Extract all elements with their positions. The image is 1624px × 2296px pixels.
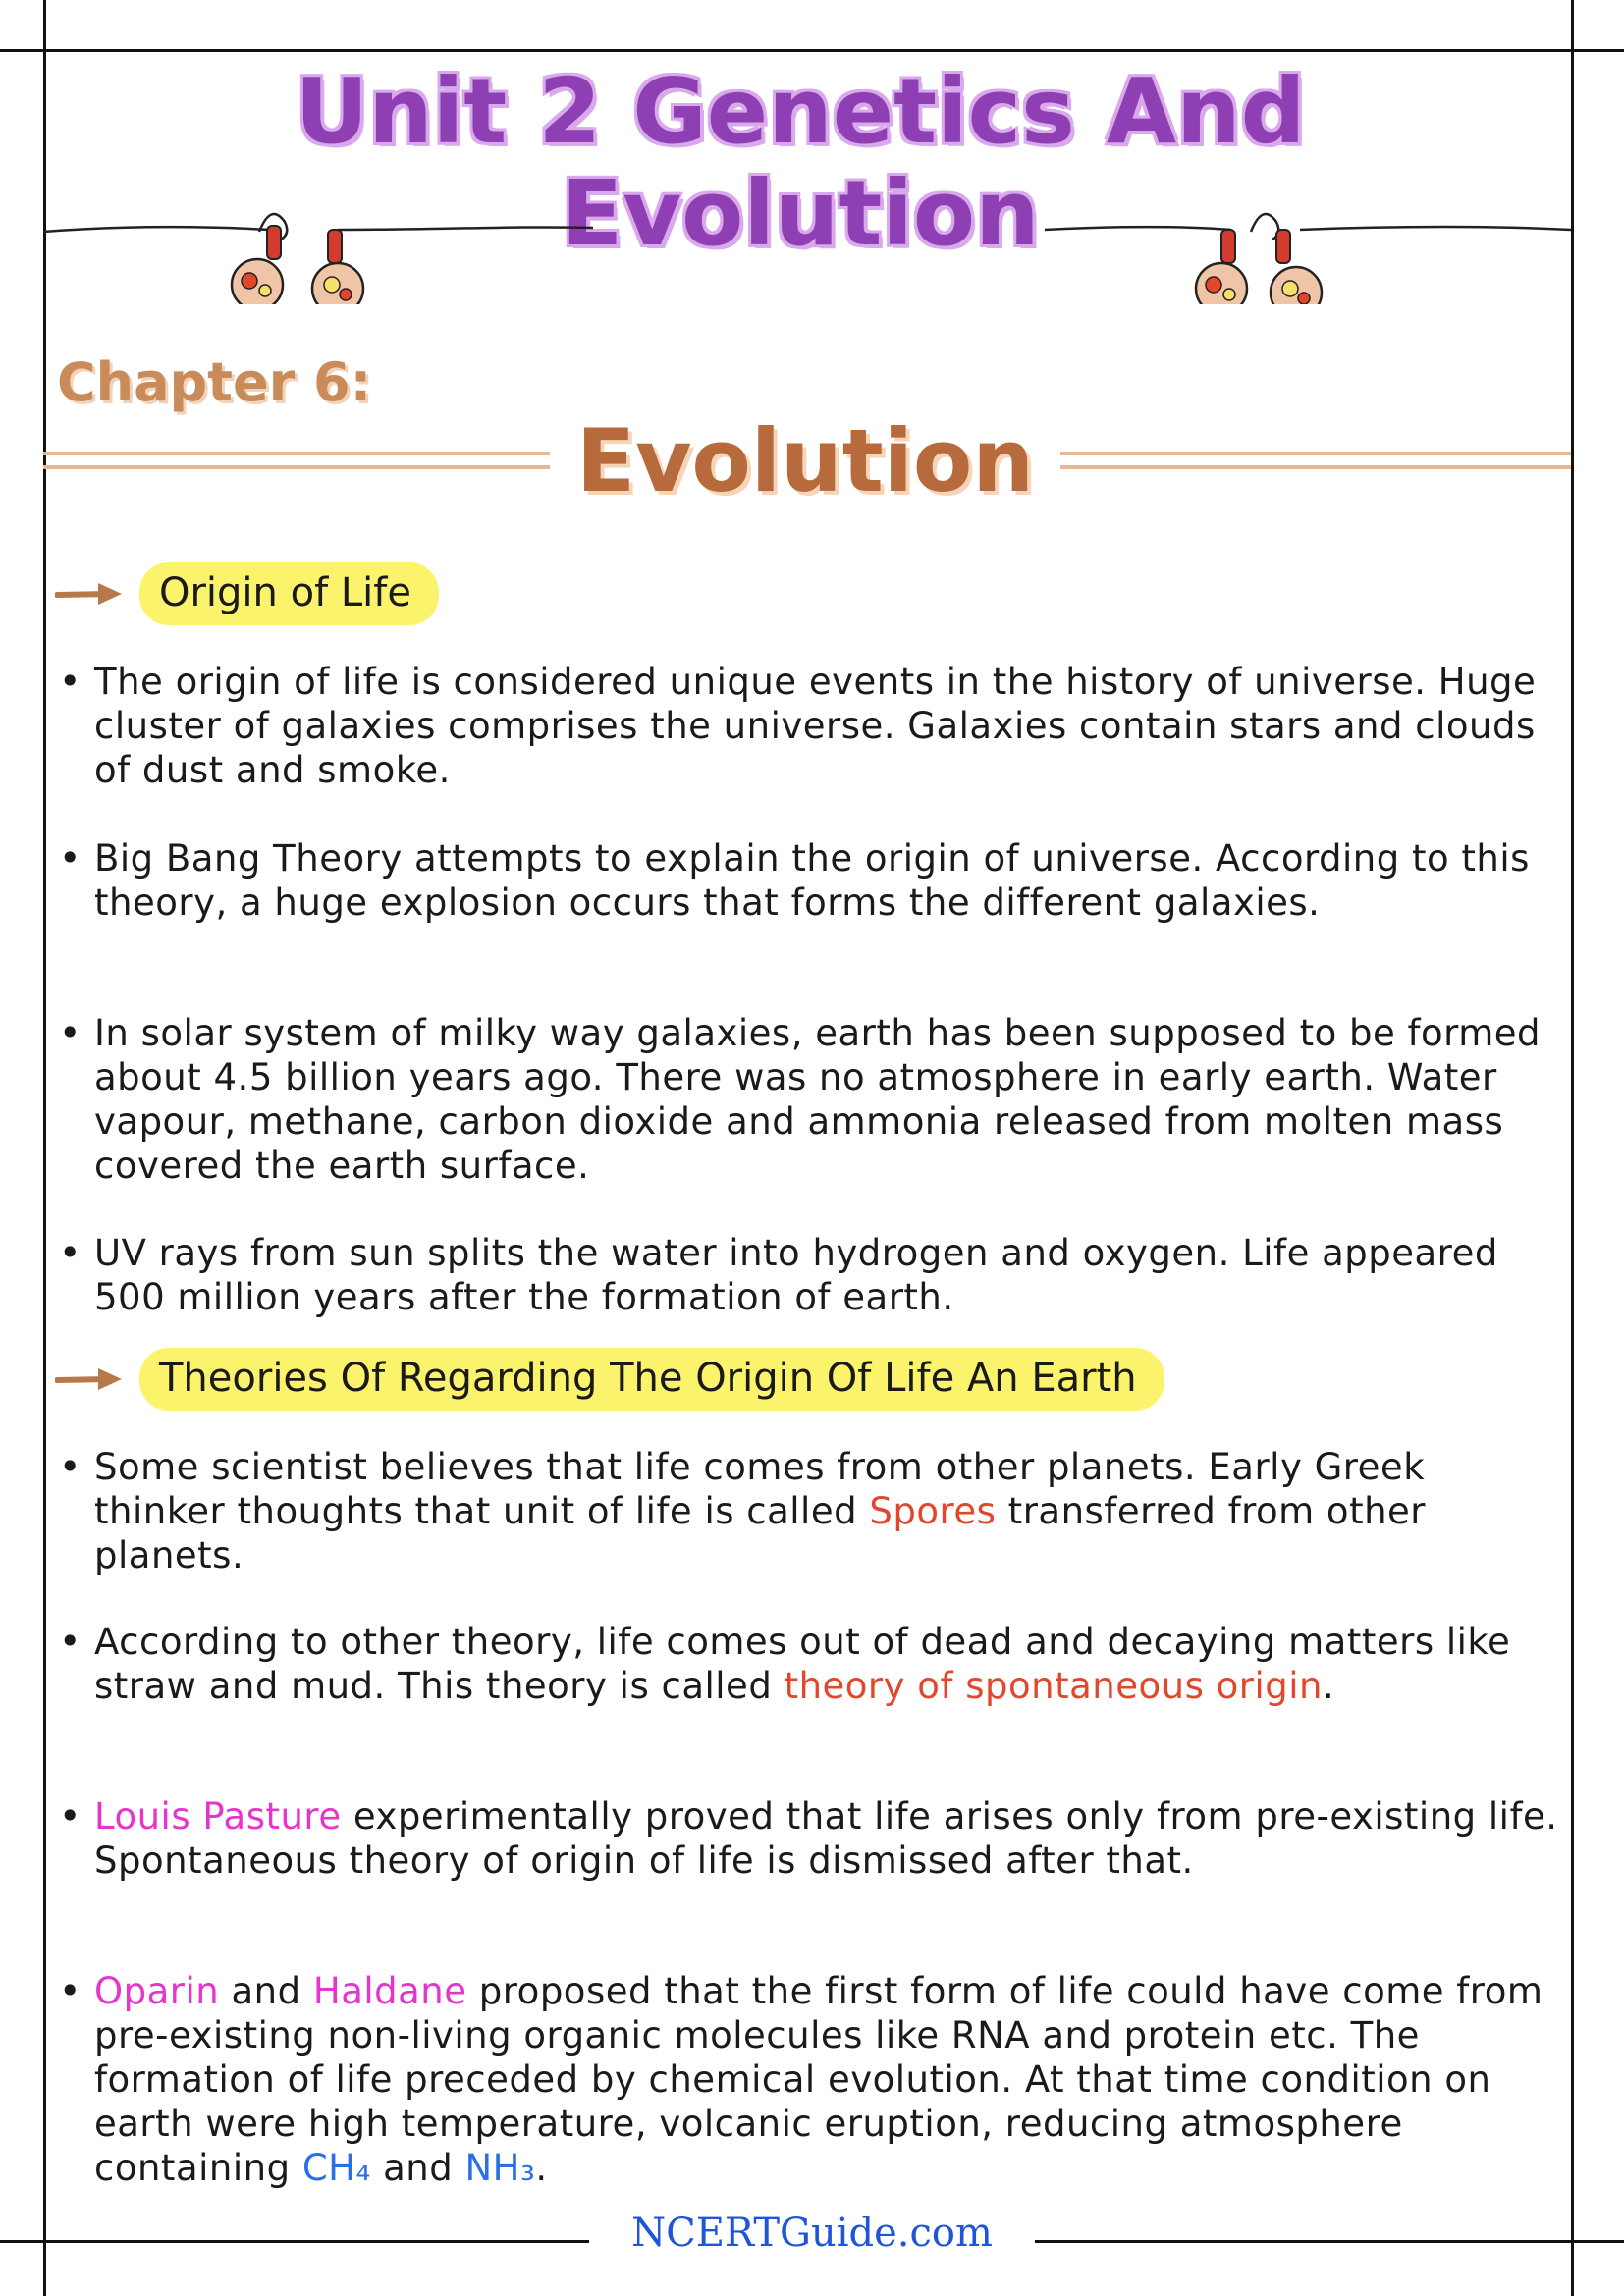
bullet-dot-icon: •	[59, 1969, 81, 2012]
term-louis-pasture: Louis Pasture	[94, 1795, 342, 1838]
list-item	[59, 1794, 1561, 1883]
bullet-text: According to other theory, life comes out of dead and decaying matters like straw and mud. This theory is called theory of spontaneous origin.	[94, 1621, 1511, 1707]
bullet-text: In solar system of milky way galaxies, earth has been supposed to be formed about 4.5 billion years ago. There was no atmosphere in early earth. Water vapour, methane, carbon dioxide and ammonia released from molten mass covered the earth surface.	[94, 1012, 1542, 1187]
bullet-text: The origin of life is considered unique events in the history of universe. Huge cluster of galaxies comprises the universe. Galaxies contain stars and clouds of dust and smoke.	[94, 661, 1537, 791]
bullet-dot-icon: •	[59, 660, 81, 703]
term-spontaneous-origin: theory of spontaneous origin	[784, 1665, 1323, 1707]
section-heading-label: Theories Of Regarding The Origin Of Life An Earth	[139, 1348, 1164, 1411]
chem-ch4: CH₄	[301, 2147, 371, 2189]
list-item	[59, 1620, 1561, 1708]
term-haldane: Haldane	[312, 1970, 467, 2012]
bullet-dot-icon: •	[59, 836, 81, 880]
bullet-dot-icon: •	[59, 1011, 81, 1054]
chapter-label: Chapter 6:	[57, 351, 372, 413]
section-heading-origin-of-life	[55, 560, 439, 628]
list-item	[59, 1231, 1561, 1319]
bullet-dot-icon: •	[59, 1794, 81, 1838]
list-item	[59, 1969, 1561, 2190]
frame-left-line	[43, 0, 46, 2296]
decorative-rope-with-bacteria-icons	[43, 187, 1571, 304]
bullet-text: Louis Pasture experimentally proved that life arises only from pre-existing life. Spontaneous theory of origin of life is dismissed after that.	[94, 1795, 1558, 1882]
bullet-dot-icon: •	[59, 1620, 81, 1663]
term-oparin: Oparin	[94, 1970, 220, 2012]
term-spores: Spores	[869, 1490, 997, 1532]
bullet-dot-icon: •	[59, 1445, 81, 1488]
list-item	[59, 1011, 1561, 1188]
footer-site-link[interactable]: NCERTGuide.com	[589, 2211, 1035, 2266]
unit-title-line2: Evolution	[561, 161, 1040, 266]
section-heading-theories	[55, 1345, 1164, 1414]
list-item	[59, 1445, 1561, 1577]
arrow-right-icon	[55, 1364, 126, 1394]
list-item	[59, 836, 1561, 925]
bullet-text: Big Bang Theory attempts to explain the origin of universe. According to this theory, a huge explosion occurs that forms the different galaxies.	[94, 837, 1530, 924]
bullet-text: Oparin and Haldane proposed that the first form of life could have come from pre-existing non-living organic molecules like RNA and protein etc. The formation of life preceded by chemical evolution. At that time condition on earth were high temperature, volcanic eruption, reducing atmosphere containing CH₄ and NH₃.	[94, 1970, 1543, 2189]
section-heading-label: Origin of Life	[139, 562, 439, 625]
chem-nh3: NH₃	[464, 2147, 536, 2189]
chapter-heading: Evolution	[550, 410, 1060, 511]
frame-top-line	[0, 49, 1624, 52]
unit-title-line1: Unit 2 Genetics And	[295, 59, 1306, 164]
bullet-dot-icon: •	[59, 1231, 81, 1274]
arrow-right-icon	[55, 579, 126, 609]
bullet-text: UV rays from sun splits the water into hydrogen and oxygen. Life appeared 500 million years after the formation of earth.	[94, 1232, 1498, 1318]
frame-right-line	[1571, 0, 1574, 2296]
bacteria-cell-icon-left	[232, 214, 363, 304]
bullet-text: Some scientist believes that life comes from other planets. Early Greek thinker thoughts that unit of life is called Spores transferred from other planets.	[94, 1446, 1426, 1576]
list-item	[59, 660, 1561, 792]
